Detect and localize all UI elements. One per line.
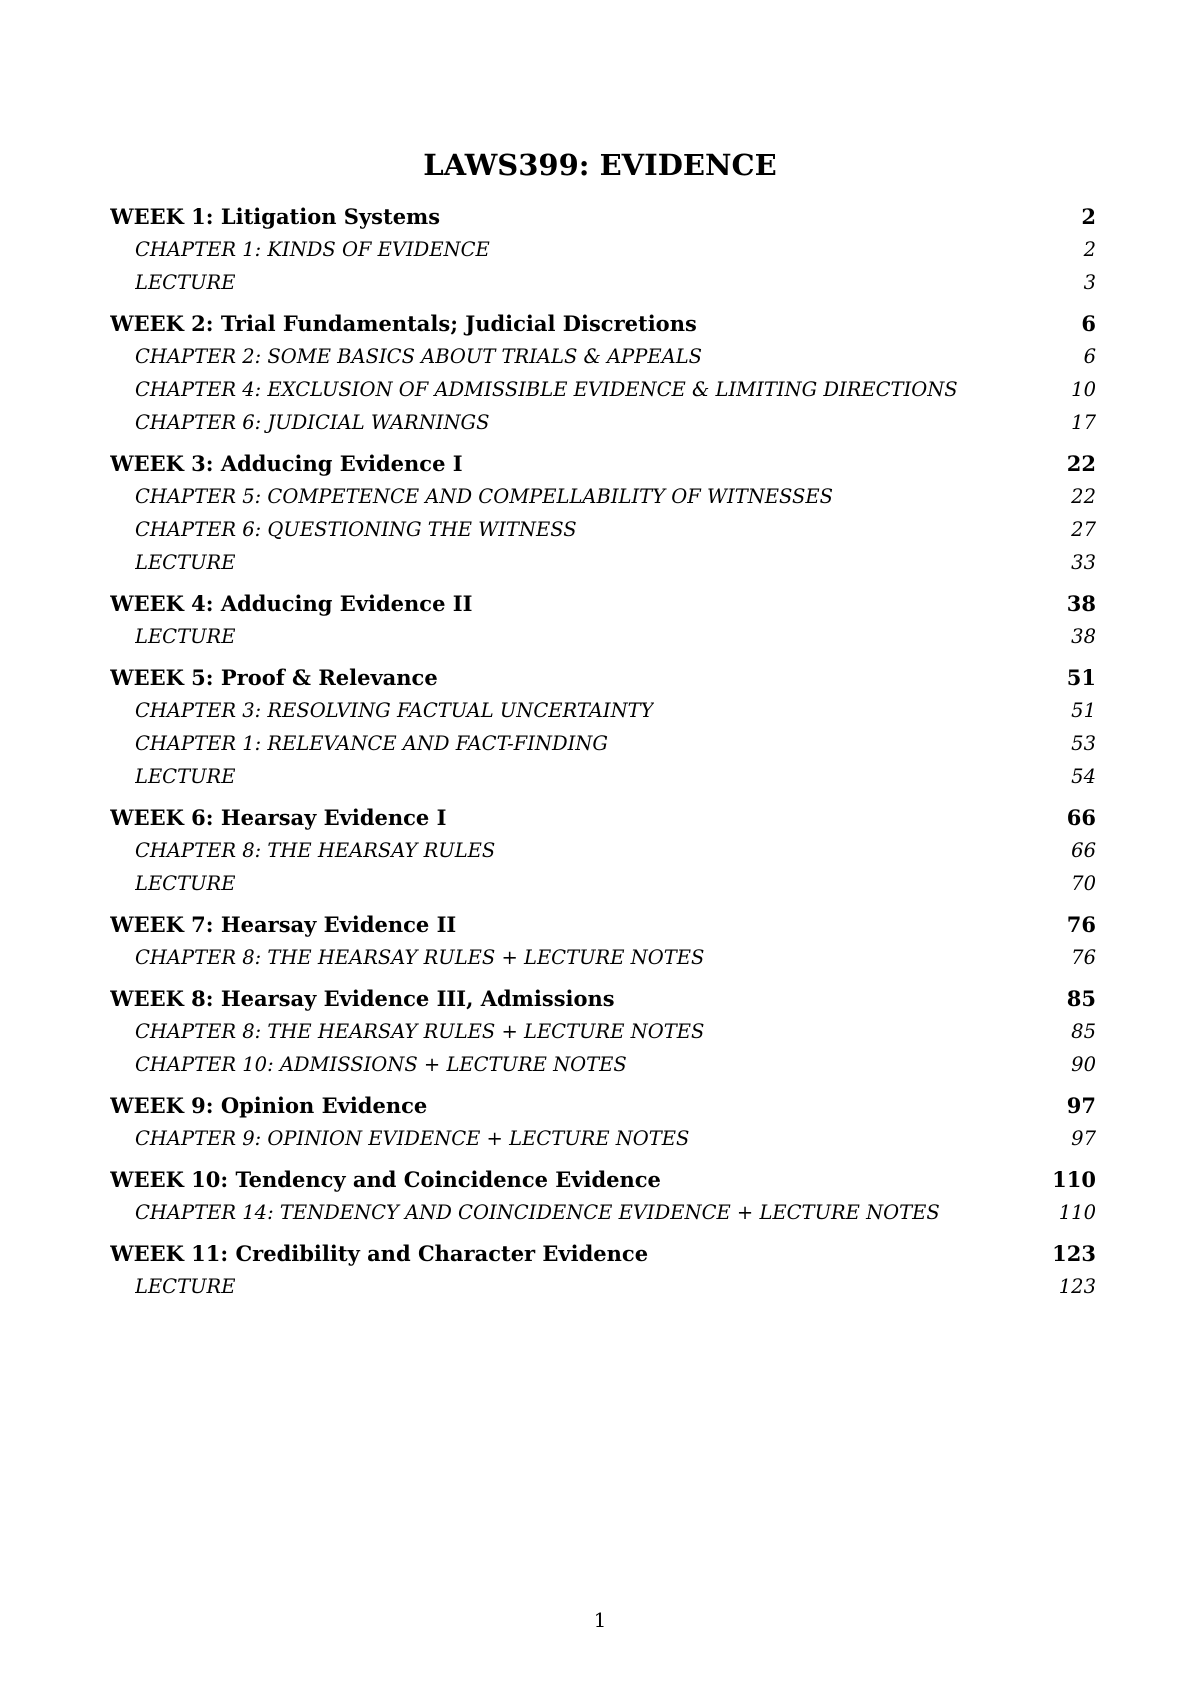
- toc-week-title: WEEK 4: Adducing Evidence II: [110, 591, 473, 616]
- toc-week-title: WEEK 3: Adducing Evidence I: [110, 451, 463, 476]
- toc-week-page-number: 66: [1066, 805, 1096, 830]
- toc-entry-page-number: 110: [1058, 1201, 1096, 1224]
- toc-entry[interactable]: [110, 480, 1096, 513]
- toc-entry[interactable]: [110, 941, 1096, 974]
- document-title: LAWS399: EVIDENCE: [423, 148, 777, 182]
- toc-week-page-number: 2: [1081, 204, 1096, 229]
- toc-week-title: WEEK 9: Opinion Evidence: [110, 1093, 428, 1118]
- toc-entry-title: LECTURE: [135, 271, 236, 294]
- toc-entry-title: CHAPTER 4: EXCLUSION OF ADMISSIBLE EVIDENCE & LIMITING DIRECTIONS: [135, 378, 958, 401]
- toc-week-section: [110, 447, 1096, 579]
- toc-entry[interactable]: [110, 406, 1096, 439]
- toc-week-page-number: 6: [1081, 311, 1096, 336]
- toc-entry-page-number: 97: [1071, 1127, 1096, 1150]
- toc-week-section: [110, 1163, 1096, 1229]
- toc-entry[interactable]: [110, 694, 1096, 727]
- page-number: 1: [593, 1608, 607, 1632]
- toc-week-page-number: 51: [1066, 665, 1096, 690]
- toc-entry[interactable]: [110, 1048, 1096, 1081]
- toc-week-heading[interactable]: [110, 982, 1096, 1015]
- toc-entry[interactable]: [110, 1270, 1096, 1303]
- toc-week-title: WEEK 8: Hearsay Evidence III, Admissions: [110, 986, 615, 1011]
- toc-entry-page-number: 27: [1071, 518, 1096, 541]
- toc-entry[interactable]: [110, 513, 1096, 546]
- toc-week-heading[interactable]: [110, 1237, 1096, 1270]
- toc-week-section: [110, 908, 1096, 974]
- toc-entry-title: CHAPTER 6: JUDICIAL WARNINGS: [135, 411, 490, 434]
- toc-entry-title: CHAPTER 9: OPINION EVIDENCE + LECTURE NOTES: [135, 1127, 690, 1150]
- toc-entry[interactable]: [110, 1196, 1096, 1229]
- toc-week-title: WEEK 7: Hearsay Evidence II: [110, 912, 457, 937]
- toc-week-heading[interactable]: [110, 661, 1096, 694]
- toc-week-title: WEEK 10: Tendency and Coincidence Evidence: [110, 1167, 661, 1192]
- toc-week-heading[interactable]: [110, 587, 1096, 620]
- toc-week-title: WEEK 11: Credibility and Character Evidence: [110, 1241, 649, 1266]
- toc-entry-title: CHAPTER 1: KINDS OF EVIDENCE: [135, 238, 490, 261]
- toc-week-page-number: 85: [1066, 986, 1096, 1011]
- toc-entry-page-number: 17: [1071, 411, 1096, 434]
- toc-entry-page-number: 3: [1083, 271, 1096, 294]
- toc-week-title: WEEK 6: Hearsay Evidence I: [110, 805, 447, 830]
- toc-entry[interactable]: [110, 1015, 1096, 1048]
- toc-week-section: [110, 1089, 1096, 1155]
- toc-entry[interactable]: [110, 233, 1096, 266]
- toc-entry-title: LECTURE: [135, 1275, 236, 1298]
- toc-entry-title: CHAPTER 1: RELEVANCE AND FACT-FINDING: [135, 732, 608, 755]
- toc-entry-page-number: 53: [1071, 732, 1096, 755]
- toc-week-section: [110, 982, 1096, 1081]
- toc-entry-page-number: 76: [1071, 946, 1096, 969]
- toc-entry-page-number: 51: [1071, 699, 1096, 722]
- toc-entry-title: LECTURE: [135, 872, 236, 895]
- toc-week-page-number: 22: [1066, 451, 1096, 476]
- toc-entry[interactable]: [110, 546, 1096, 579]
- toc-week-page-number: 38: [1066, 591, 1096, 616]
- toc-week-title: WEEK 5: Proof & Relevance: [110, 665, 438, 690]
- toc-entry[interactable]: [110, 727, 1096, 760]
- toc-week-heading[interactable]: [110, 1163, 1096, 1196]
- toc-week-section: [110, 661, 1096, 793]
- toc-entry-title: LECTURE: [135, 551, 236, 574]
- toc-entry-page-number: 54: [1071, 765, 1096, 788]
- toc-entry-page-number: 85: [1071, 1020, 1096, 1043]
- toc-entry-page-number: 70: [1071, 872, 1096, 895]
- toc-entry-title: CHAPTER 5: COMPETENCE AND COMPELLABILITY OF WITNESSES: [135, 485, 833, 508]
- toc-entry-title: CHAPTER 6: QUESTIONING THE WITNESS: [135, 518, 577, 541]
- toc-entry-title: CHAPTER 8: THE HEARSAY RULES + LECTURE NOTES: [135, 946, 705, 969]
- toc-week-heading[interactable]: [110, 307, 1096, 340]
- toc-week-page-number: 123: [1052, 1241, 1096, 1266]
- toc-week-page-number: 76: [1066, 912, 1096, 937]
- toc-entry-title: CHAPTER 10: ADMISSIONS + LECTURE NOTES: [135, 1053, 627, 1076]
- toc-week-heading[interactable]: [110, 200, 1096, 233]
- toc-week-heading[interactable]: [110, 801, 1096, 834]
- toc-week-heading[interactable]: [110, 908, 1096, 941]
- toc-entry[interactable]: [110, 760, 1096, 793]
- toc-entry-page-number: 123: [1058, 1275, 1096, 1298]
- toc-entry[interactable]: [110, 620, 1096, 653]
- toc-week-page-number: 97: [1066, 1093, 1096, 1118]
- toc-entry[interactable]: [110, 266, 1096, 299]
- toc-week-title: WEEK 1: Litigation Systems: [110, 204, 441, 229]
- toc-week-section: [110, 1237, 1096, 1303]
- toc-week-section: [110, 200, 1096, 299]
- toc-entry-page-number: 90: [1071, 1053, 1096, 1076]
- toc-entry-page-number: 10: [1071, 378, 1096, 401]
- toc-entry[interactable]: [110, 340, 1096, 373]
- toc-entry-title: CHAPTER 8: THE HEARSAY RULES + LECTURE NOTES: [135, 1020, 705, 1043]
- toc-entry-page-number: 22: [1071, 485, 1096, 508]
- toc-week-section: [110, 587, 1096, 653]
- toc-entry-title: LECTURE: [135, 625, 236, 648]
- toc-week-heading[interactable]: [110, 447, 1096, 480]
- toc-entry-title: LECTURE: [135, 765, 236, 788]
- table-of-contents: [110, 200, 1096, 1311]
- toc-week-heading[interactable]: [110, 1089, 1096, 1122]
- toc-entry[interactable]: [110, 373, 1096, 406]
- toc-entry-page-number: 33: [1071, 551, 1096, 574]
- toc-entry[interactable]: [110, 867, 1096, 900]
- toc-week-section: [110, 307, 1096, 439]
- toc-entry-page-number: 38: [1071, 625, 1096, 648]
- toc-entry[interactable]: [110, 834, 1096, 867]
- toc-entry-page-number: 6: [1083, 345, 1096, 368]
- toc-entry-title: CHAPTER 3: RESOLVING FACTUAL UNCERTAINTY: [135, 699, 654, 722]
- toc-entry[interactable]: [110, 1122, 1096, 1155]
- toc-entry-title: CHAPTER 8: THE HEARSAY RULES: [135, 839, 496, 862]
- toc-entry-page-number: 66: [1071, 839, 1096, 862]
- toc-entry-title: CHAPTER 2: SOME BASICS ABOUT TRIALS & APPEALS: [135, 345, 703, 368]
- toc-week-title: WEEK 2: Trial Fundamentals; Judicial Discretions: [110, 311, 697, 336]
- toc-entry-page-number: 2: [1083, 238, 1096, 261]
- toc-entry-title: CHAPTER 14: TENDENCY AND COINCIDENCE EVIDENCE + LECTURE NOTES: [135, 1201, 940, 1224]
- toc-week-page-number: 110: [1052, 1167, 1096, 1192]
- toc-week-section: [110, 801, 1096, 900]
